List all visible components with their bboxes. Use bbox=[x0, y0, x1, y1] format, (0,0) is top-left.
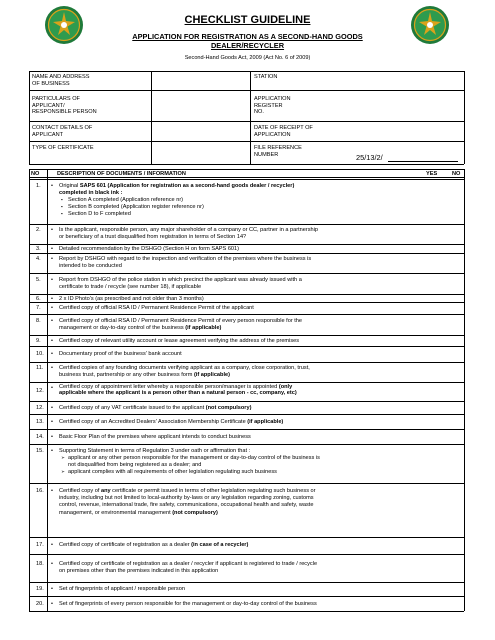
table-line bbox=[29, 429, 464, 430]
column-header-yes: YES bbox=[426, 171, 438, 177]
item-number: 6. bbox=[36, 296, 41, 302]
text-run: intended to be conducted bbox=[59, 262, 122, 269]
table-line bbox=[29, 483, 464, 484]
text-run: certificate or permit issued in terms of other legislation regulating such business or bbox=[110, 488, 316, 494]
label-line: NAME AND ADDRESS bbox=[32, 74, 90, 80]
item-number: 1. bbox=[36, 183, 41, 189]
bullet-icon: • bbox=[51, 277, 53, 283]
text-run-bold: (if applicable) bbox=[193, 371, 230, 378]
bullet-icon: • bbox=[51, 434, 53, 440]
text-run: or beneficiary of a trust disqualified from registration in terms of Section 14? bbox=[59, 233, 247, 240]
text-run: industry, including but not limited to local-authority by-laws or any legislation regarding zoning, customs bbox=[59, 495, 314, 502]
text-run-bold: applicable where the applicant is a person other than a natural person - cc, company, etc) bbox=[59, 389, 297, 396]
table-line bbox=[29, 611, 464, 612]
text-run: Certified copy of certificate of registration as a dealer / recycler if applicant is registered to trade / recycle bbox=[59, 561, 318, 567]
table-line bbox=[29, 382, 464, 383]
bullet-icon: • bbox=[51, 305, 53, 311]
document-subtitle bbox=[0, 32, 495, 50]
item-description: Set of fingerprints of applicant / responsible person bbox=[59, 586, 185, 592]
item-description: Basic Floor Plan of the premises where applicant intends to conduct business bbox=[59, 434, 251, 440]
grid-line bbox=[29, 164, 464, 165]
label-line: DATE OF RECEIPT OF bbox=[254, 125, 313, 131]
sub-item: Section A completed (Application reference nr) bbox=[68, 197, 184, 203]
text-run: business trust, partnership or any other business form bbox=[59, 371, 194, 378]
label-name-address bbox=[32, 74, 90, 87]
label-file-reference bbox=[254, 145, 302, 158]
item-description: Certified copy of relevant utility account or lease agreement verifying the address of the premises bbox=[59, 338, 300, 344]
label-certificate-type: TYPE OF CERTIFICATE bbox=[32, 145, 94, 151]
bullet-icon: • bbox=[51, 601, 53, 607]
label-date-receipt bbox=[254, 125, 313, 138]
bullet-icon: • bbox=[51, 586, 53, 592]
grid-line bbox=[250, 71, 251, 164]
item-number: 4. bbox=[36, 256, 41, 262]
column-header-description: DESCRIPTION OF DOCUMENTS / INFORMATION bbox=[57, 171, 186, 177]
table-line bbox=[29, 177, 464, 178]
text-run-bold: (if applicable) bbox=[185, 324, 222, 331]
label-contact-details bbox=[32, 125, 92, 138]
item-number: 18. bbox=[36, 561, 44, 567]
file-reference-blank bbox=[388, 161, 458, 162]
item-number: 8. bbox=[36, 318, 41, 324]
document-title: CHECKLIST GUIDELINE bbox=[184, 14, 311, 26]
bullet-icon: • bbox=[51, 256, 53, 262]
label-line: NO. bbox=[254, 109, 264, 116]
item-description bbox=[59, 227, 461, 240]
text-run: management or day-to-day control of the business bbox=[59, 324, 186, 331]
text-run: Report from DSHGO of the police station in which precinct the applicant was already issued with a bbox=[59, 277, 302, 283]
bullet-icon: • bbox=[51, 183, 53, 189]
table-line bbox=[29, 335, 464, 336]
item-number: 10. bbox=[36, 351, 44, 357]
bullet-icon: • bbox=[51, 318, 53, 324]
item-number: 11. bbox=[36, 365, 44, 371]
item-description bbox=[59, 488, 461, 517]
item-description: Detailed recommendation by the DSHGO (Section H on form SAPS 601) bbox=[59, 246, 240, 252]
square-bullet-icon: ▪ bbox=[61, 211, 63, 216]
item-number: 14. bbox=[36, 434, 44, 440]
item-number: 7. bbox=[36, 305, 41, 311]
act-reference: Second-Hand Goods Act, 2009 (Act No. 6 of 2009) bbox=[184, 55, 311, 61]
subtitle-line: APPLICATION FOR REGISTRATION AS A SECOND-HAND GOODS bbox=[132, 32, 363, 41]
table-line bbox=[29, 169, 30, 611]
grid-line bbox=[151, 71, 152, 164]
square-bullet-icon: ▪ bbox=[61, 204, 63, 209]
item-description bbox=[59, 183, 461, 196]
bullet-icon: • bbox=[51, 385, 53, 391]
arrow-bullet-icon: ➢ bbox=[61, 469, 65, 474]
sub-item bbox=[68, 455, 461, 468]
text-run: Certified copies of any founding documents verifying applicant as a company, close corporation, trust, bbox=[59, 365, 310, 371]
text-run-bold: (only bbox=[278, 384, 293, 390]
item-description: Supporting Statement in terms of Regulation 3 under oath or affirmation that : bbox=[59, 448, 251, 454]
bullet-icon: • bbox=[51, 338, 53, 344]
table-line bbox=[47, 169, 48, 611]
item-description: Documentary proof of the business' bank account bbox=[59, 351, 182, 357]
item-number: 12. bbox=[36, 388, 44, 394]
column-header-no: NO bbox=[31, 171, 40, 177]
text-run: Is the applicant, responsible person, any major shareholder of a company or CC, partner in a partnership bbox=[59, 227, 319, 233]
bullet-icon: • bbox=[51, 419, 53, 425]
label-line: NUMBER bbox=[254, 151, 279, 158]
table-line bbox=[29, 414, 464, 415]
table-line bbox=[29, 554, 464, 555]
item-description bbox=[59, 385, 461, 397]
item-number: 13. bbox=[36, 419, 44, 425]
text-run: Certified copy of certificate of registration as a dealer bbox=[59, 542, 192, 548]
sub-item: Section B completed (Application register reference nr) bbox=[68, 204, 204, 210]
table-line bbox=[29, 244, 464, 245]
item-description: Set of fingerprints of every person responsible for the management or day-to-day control of the business bbox=[59, 601, 317, 607]
label-line: APPLICATION bbox=[254, 131, 291, 138]
label-particulars bbox=[32, 96, 97, 116]
label-line: APPLICANT/ bbox=[32, 102, 65, 109]
bullet-icon: • bbox=[51, 405, 53, 411]
text-run: control, revenue, international trade, fire safety, communications, occupational health and safety, waste bbox=[59, 502, 314, 509]
text-run: Original bbox=[59, 183, 80, 189]
label-register-no bbox=[254, 96, 291, 116]
item-number: 15. bbox=[36, 448, 44, 454]
item-number: 20. bbox=[36, 601, 44, 607]
text-run: Certified copy of appointment letter whereby a responsible person/manager is appointed bbox=[59, 384, 279, 390]
table-line bbox=[29, 179, 464, 180]
grid-line bbox=[464, 71, 465, 164]
square-bullet-icon: ▪ bbox=[61, 197, 63, 202]
bullet-icon: • bbox=[51, 227, 53, 233]
table-line bbox=[29, 346, 464, 347]
table-line bbox=[464, 169, 465, 611]
bullet-icon: • bbox=[51, 561, 53, 567]
item-description bbox=[59, 277, 461, 290]
sub-item: Section D to F completed bbox=[68, 211, 131, 217]
item-number: 16. bbox=[36, 488, 44, 494]
table-line bbox=[29, 362, 464, 363]
subtitle-line: DEALER/RECYCLER bbox=[210, 41, 285, 50]
grid-line bbox=[29, 71, 464, 72]
text-run: Certified copy of any VAT certificate issued to the applicant bbox=[59, 405, 206, 411]
item-description: Certified copy of official RSA ID / Permanent Residence Permit of the applicant bbox=[59, 305, 254, 311]
label-line: REGISTER bbox=[254, 102, 283, 109]
text-run-bold: completed in black ink : bbox=[59, 189, 123, 196]
item-description bbox=[59, 318, 461, 331]
bullet-icon: • bbox=[51, 365, 53, 371]
file-reference-value: 25/13/2/ bbox=[356, 153, 383, 162]
text-run-bold: (not compulsory) bbox=[172, 509, 218, 516]
item-number: 19. bbox=[36, 586, 44, 592]
label-station: STATION bbox=[254, 74, 278, 80]
bullet-icon: • bbox=[51, 351, 53, 357]
table-line bbox=[29, 224, 464, 225]
bullet-icon: • bbox=[51, 542, 53, 548]
text-run: applicant or any other person responsible for the management or day-to-day control of the business is bbox=[68, 455, 320, 461]
table-line bbox=[29, 596, 464, 597]
label-line: RESPONSIBLE PERSON bbox=[32, 109, 97, 116]
text-run-bold: (not compulsory) bbox=[205, 405, 252, 411]
label-line: APPLICATION bbox=[254, 96, 291, 102]
text-run: Certified copy of an Accredited Dealers' Association Membership Certificate bbox=[59, 419, 248, 425]
text-run-bold: SAPS 601 (Application for registration as a second-hand goods dealer / recycler) bbox=[79, 183, 295, 189]
text-run-bold: (if applicable) bbox=[247, 419, 284, 425]
text-run: on premises other than the premises indicated in this application bbox=[59, 567, 219, 574]
label-line: FILE REFERENCE bbox=[254, 145, 302, 151]
grid-line bbox=[29, 90, 464, 91]
item-number: 2. bbox=[36, 227, 41, 233]
label-line: APPLICANT bbox=[32, 131, 64, 138]
sub-item: applicant complies with all requirements of other legislation regulating such business bbox=[68, 469, 277, 475]
table-line bbox=[29, 537, 464, 538]
text-run: Report by DSHGO with regard to the inspection and verification of the premises where the business is bbox=[59, 256, 312, 262]
table-line bbox=[29, 314, 464, 315]
text-run: certificate to trade / recycle (see number 18), if applicable bbox=[59, 283, 202, 290]
table-line bbox=[29, 169, 464, 170]
text-run: Certified copy of official RSA ID / Permanent Residence Permit of every person responsible for the bbox=[59, 318, 303, 324]
item-description bbox=[59, 365, 461, 378]
grid-line bbox=[29, 121, 464, 122]
table-line bbox=[29, 401, 464, 402]
table-line bbox=[29, 273, 464, 274]
label-line: CONTACT DETAILS OF bbox=[32, 125, 93, 131]
item-number: 17. bbox=[36, 542, 44, 548]
item-description bbox=[59, 256, 461, 269]
item-number: 9. bbox=[36, 338, 41, 344]
table-line bbox=[29, 444, 464, 445]
text-run: management, or environmental management bbox=[59, 509, 173, 516]
table-line bbox=[29, 294, 464, 295]
label-line: OF BUSINESS bbox=[32, 80, 70, 87]
text-run: not disqualified from being registered as a dealer; and bbox=[68, 461, 202, 468]
table-line bbox=[29, 253, 464, 254]
item-number: 5. bbox=[36, 277, 41, 283]
column-header-no-answer: NO bbox=[452, 171, 461, 177]
bullet-icon: • bbox=[51, 488, 53, 494]
item-number: 3. bbox=[36, 246, 41, 252]
item-description bbox=[59, 542, 461, 549]
text-run: Certified copy of bbox=[59, 488, 101, 494]
text-run-bold: any bbox=[100, 488, 111, 494]
item-description: 2 x ID Photo's (as prescribed and not older than 3 months) bbox=[59, 296, 204, 302]
bullet-icon: • bbox=[51, 246, 53, 252]
label-line: PARTICULARS OF bbox=[32, 96, 80, 102]
text-run-bold: (in case of a recycler) bbox=[191, 542, 249, 548]
item-description bbox=[59, 405, 461, 412]
grid-line bbox=[29, 141, 464, 142]
item-description bbox=[59, 419, 461, 426]
bullet-icon: • bbox=[51, 448, 53, 454]
table-line bbox=[29, 582, 464, 583]
grid-line bbox=[29, 71, 30, 164]
item-number: 12. bbox=[36, 405, 44, 411]
arrow-bullet-icon: ➢ bbox=[61, 455, 65, 460]
bullet-icon: • bbox=[51, 296, 53, 302]
item-description bbox=[59, 561, 461, 574]
